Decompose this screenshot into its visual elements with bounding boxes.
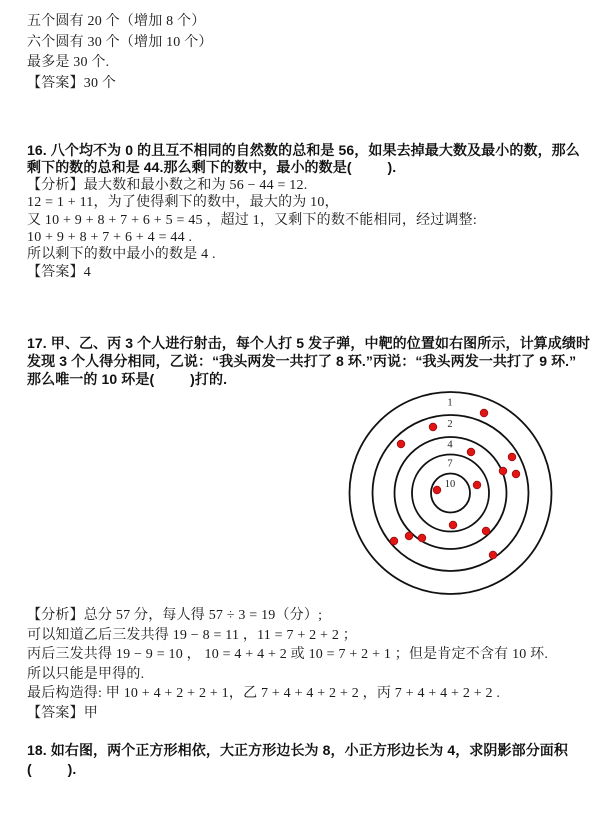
shot-dot (512, 470, 520, 478)
shot-dot (418, 534, 426, 542)
text-line: 六个圆有 30 个（增加 10 个） (27, 34, 213, 50)
target-ring (395, 437, 507, 549)
shot-dot (499, 467, 507, 475)
question-17-statement: 那么唯一的 10 环是( )打的. (27, 371, 228, 387)
analysis-line: 【分析】最大数和最小数之和为 56 − 44 = 12. (27, 177, 308, 193)
shot-dot (433, 486, 441, 494)
question-16-block (27, 142, 602, 281)
question-17-statement: 17. 甲、乙、丙 3 个人进行射击，每个人打 5 发子弹，中靶的位置如右图所示，计算成绩时 (27, 335, 591, 351)
target-ring (412, 455, 489, 532)
shot-dot (489, 551, 497, 559)
text-line: 最多是 30 个. (27, 55, 110, 71)
analysis-line: 【分析】总分 57 分，每人得 57 ÷ 3 = 19（分）; (27, 608, 323, 623)
ring-score-label: 2 (447, 419, 453, 430)
target-ring (350, 392, 552, 594)
analysis-line: 可以知道乙后三发共得 19 − 8 = 11 ，11 = 7 + 2 + 2 ； (27, 627, 357, 643)
question-18-statement: 18. 如右图，两个正方形相依，大正方形边长为 8，小正方形边长为 4，求阴影部分面积 (27, 742, 569, 758)
shot-dot (467, 448, 475, 456)
answer-line: 【答案】4 (27, 264, 91, 280)
analysis-line: 所以只能是甲得的. (27, 666, 145, 682)
target-ring (431, 474, 470, 513)
shot-dot (429, 423, 437, 431)
shot-dot (482, 527, 490, 535)
shot-dot (390, 537, 398, 545)
question-16-statement: 16. 八个均不为 0 的且互不相同的自然数的总和是 56，如果去掉最大数及最小的数，那么 (27, 142, 580, 158)
ring-score-label: 10 (444, 479, 456, 490)
shot-dot (473, 481, 481, 489)
shot-dot (480, 409, 488, 417)
ring-score-label: 7 (447, 458, 453, 470)
analysis-line: 所以剩下的数中最小的数是 4 . (27, 247, 216, 263)
analysis-line: 最后构造得: 甲 10 + 4 + 2 + 2 + 1，乙 7 + 4 + 4 + 2 + 2 ，丙 7 + 4 + 4 + 2 + 2 . (27, 686, 501, 702)
shot-dot (449, 521, 457, 529)
answer-line: 【答案】甲 (27, 705, 98, 721)
question-16-statement: 剩下的数的总和是 44.那么剩下的数中，最小的数是( ). (27, 159, 397, 176)
analysis-line: 丙后三发共得 19 − 9 = 10 ， 10 = 4 + 4 + 2 或 10 = 7 + 2 + 1 ；但是肯定不含有 10 环. (27, 647, 549, 663)
analysis-line: 10 + 9 + 8 + 7 + 6 + 4 = 44 . (27, 230, 193, 246)
question-17-analysis-block (27, 606, 602, 724)
text-line: 五个圆有 20 个（增加 8 个） (27, 14, 206, 29)
target-ring (373, 415, 529, 571)
analysis-line: 12 = 1 + 11，为了使得剩下的数中，最大的为 10， (27, 195, 339, 211)
question-18-block (27, 741, 602, 779)
answer-line: 【答案】30 个 (27, 75, 117, 91)
shot-dot (397, 440, 405, 448)
ring-score-label: 4 (447, 439, 453, 451)
question-18-statement: ( ). (27, 761, 77, 777)
question-17-statement: 发现 3 个人得分相同，乙说：“我头两发一共打了 8 环.”丙说：“我头两发一共打了 9 环.” (27, 353, 577, 369)
ring-score-label: 1 (447, 397, 453, 409)
shot-dot (405, 532, 413, 540)
shot-dot (508, 453, 516, 461)
answer-block-previous-question (27, 12, 602, 94)
question-17-statement-block (27, 334, 602, 388)
analysis-line: 又 10 + 9 + 8 + 7 + 6 + 5 = 45 ，超过 1，又剩下的数不能相同，经过调整: (27, 212, 477, 228)
